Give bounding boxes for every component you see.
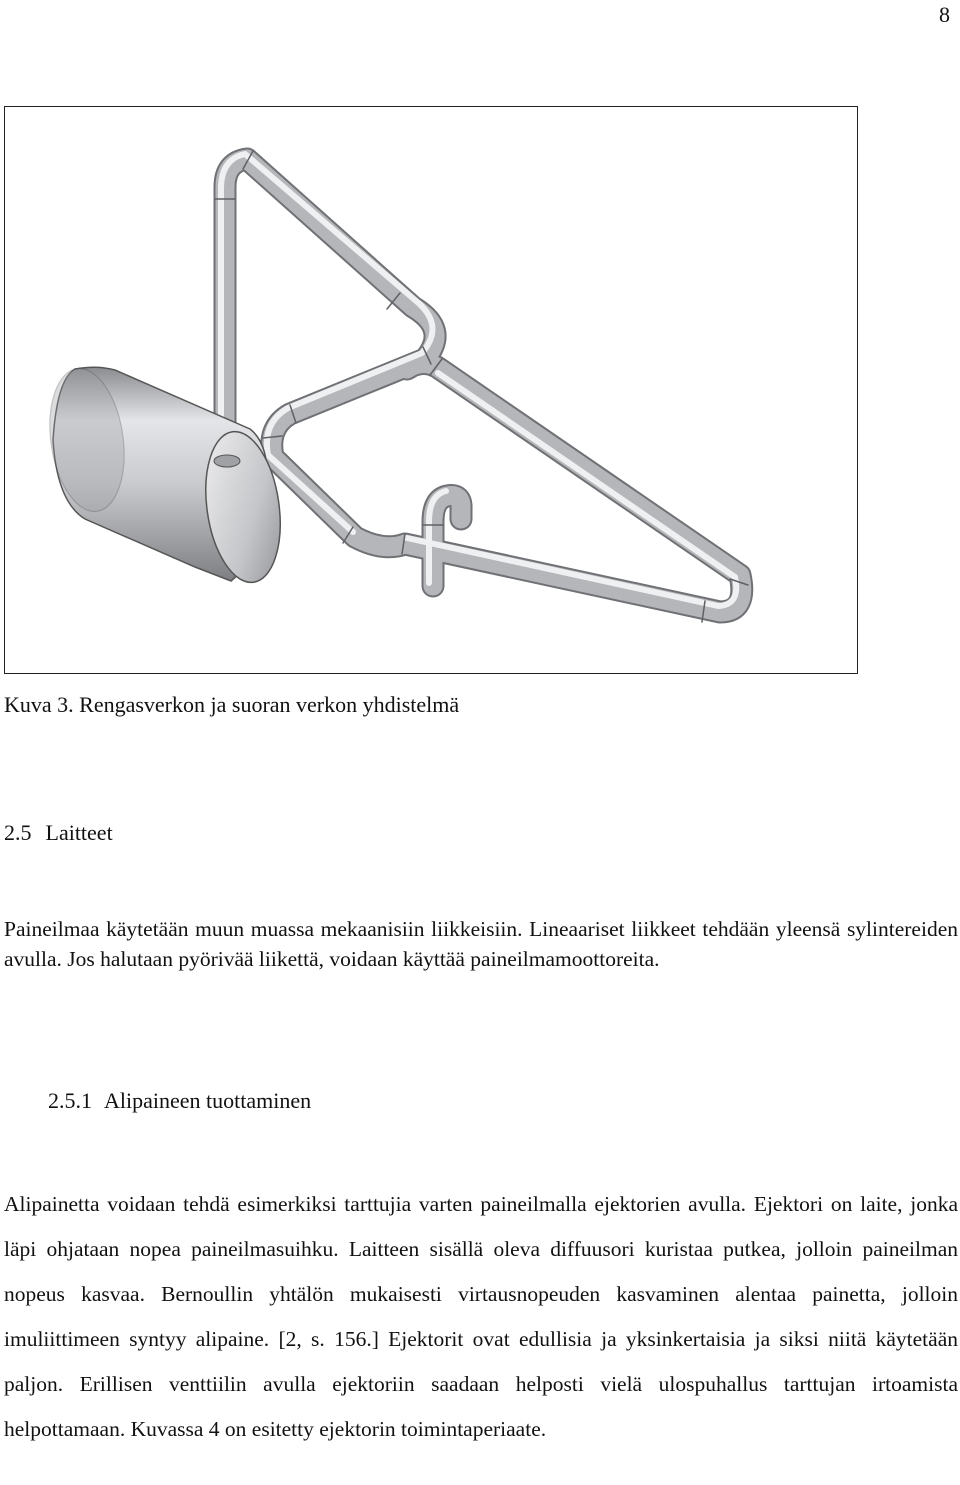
pipe-network-illustration — [5, 107, 857, 673]
section-heading — [4, 820, 113, 846]
air-receiver-tank — [41, 364, 289, 588]
figure-caption: Kuva 3. Rengasverkon ja suoran verkon yhdistelmä — [4, 692, 460, 717]
subsection-paragraph: Alipainetta voidaan tehdä esimerkiksi tarttujia varten paineilmalla ejektorien avulla. Ejektori on laite, jonka läpi ohjataan nopea paineilmasuihku. Laitteen sisällä oleva diffuusori kuristaa putkea, jolloin paineilman nopeus kasvaa. Bernoullin yhtälön mukaisesti virtausnopeuden kasvaminen alentaa painetta, jolloin imuliittimeen syntyy alipaine. [2, s. 156.] Ejektorit ovat edullisia ja yksinkertaisia ja siksi niitä käytetään paljon. Erillisen venttiilin avulla ejektoriin saadaan helposti vielä ulospuhallus tarttujan irtoamista helpottamaan. Kuvassa 4 on esitetty ejektorin toimintaperiaate. — [4, 1192, 958, 1441]
pipe-network — [215, 151, 748, 622]
section-paragraph: Paineilmaa käytetään muun muassa mekaanisiin liikkeisiin. Lineaariset liikkeet tehdään yleensä sylintereiden avulla. Jos halutaan pyörivää liikettä, voidaan käyttää paineilmamoottoreita. — [4, 917, 958, 971]
page-number: 8 — [939, 2, 950, 27]
section-title: Laitteet — [45, 820, 113, 845]
subsection-heading — [48, 1088, 311, 1114]
subsection-title: Alipaineen tuottaminen — [104, 1088, 312, 1113]
section-number: 2.5 — [4, 820, 32, 845]
figure-frame — [4, 106, 858, 674]
subsection-number: 2.5.1 — [48, 1088, 92, 1113]
